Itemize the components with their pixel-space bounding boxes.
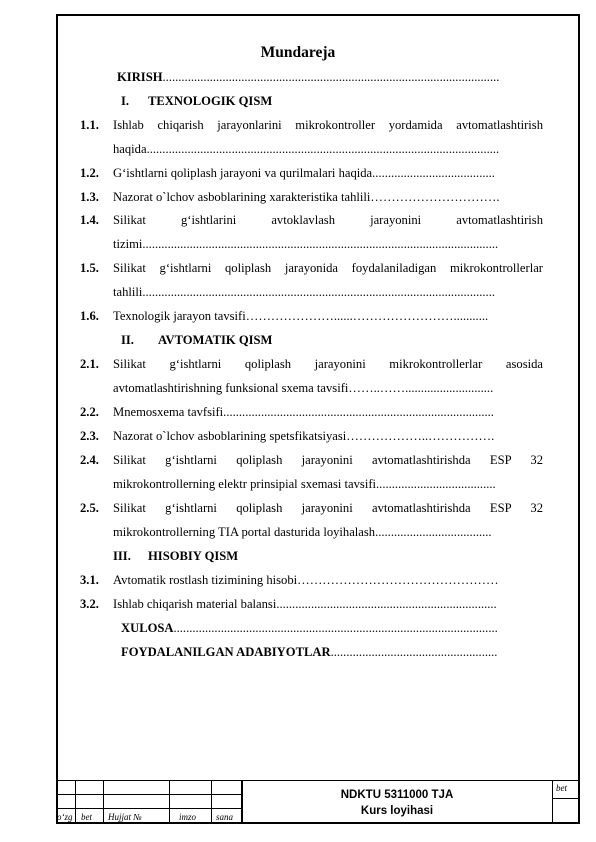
doc-type: Kurs loyihasi (360, 805, 434, 817)
toc-dots: ..................................................... (330, 645, 498, 659)
toc-entry-text[interactable]: Ishlab chiqarish material balansi...................................................................... (113, 597, 497, 611)
stamp-label-hujjat: Hujjat № (108, 812, 142, 822)
toc-number: 2.4. (80, 453, 99, 467)
stamp-cell (76, 795, 104, 809)
toc-entry-text-cont[interactable]: tizimi................................................................................................................. (113, 237, 499, 251)
toc-number: 1.4. (80, 213, 99, 227)
section-heading[interactable]: HISOBIY QISM (148, 549, 239, 563)
stamp-label-bet: bet (81, 812, 92, 822)
stamp-cell (104, 795, 170, 809)
toc-entry-text[interactable]: Nazorat o`lchov asboblarining spetsfikatsiyasi………………..……………. (113, 429, 495, 443)
toc-entry-kirish[interactable] (117, 70, 543, 85)
section-number: I. (121, 94, 130, 108)
toc-entry-text[interactable]: Silikat g‘ishtlarini avtoklavlash jarayonini avtomatlashtirish (113, 213, 543, 227)
section-heading[interactable]: AVTOMATIK QISM (158, 333, 273, 347)
toc-entry-text[interactable]: Avtomatik rostlash tizimining hisobi………………………………………… (113, 573, 499, 587)
toc-entry-text[interactable]: G‘ishtlarni qoliplash jarayoni va qurilmalari haqida....................................... (113, 166, 495, 180)
stamp-label-sana: sana (216, 812, 234, 822)
stamp-cell (56, 780, 76, 795)
toc-entry-text-cont[interactable]: mikrokontrollerning TIA portal dasturida loyihalash..................................... (113, 525, 492, 539)
stamp-divider (242, 780, 243, 824)
toc-entry-label: KIRISH (117, 70, 163, 84)
toc-entry-text-cont[interactable]: haqida................................................................................................................ (113, 142, 500, 156)
stamp-page-label: bet (556, 783, 567, 793)
stamp-cell (170, 795, 212, 809)
toc-entry-label: FOYDALANILGAN ADABIYOTLAR (121, 645, 331, 659)
stamp-cell (56, 795, 76, 809)
toc-entry-label: XULOSA (121, 621, 174, 635)
toc-entry-text[interactable]: Texnologik jarayon tavsifi…………………......……………………........... (113, 309, 489, 323)
stamp-cell (76, 780, 104, 795)
toc-number: 1.3. (80, 190, 99, 204)
toc-entry-text[interactable]: Silikat g‘ishtlarni qoliplash jarayonini avtomatlashtirishda ESP 32 (113, 501, 543, 515)
toc-number: 1.2. (80, 166, 99, 180)
toc-entry-text-cont[interactable]: tahlili................................................................................................................ (113, 285, 496, 299)
toc-dots: ........................................................................................................... (162, 70, 500, 84)
toc-number: 2.1. (80, 357, 99, 371)
toc-entry-text[interactable]: Silikat g‘ishtlarni qoliplash jarayonini avtomatlashtirishda ESP 32 (113, 453, 543, 467)
toc-dots: ....................................................................................................... (173, 621, 498, 635)
stamp-label-ozg: o‘zg (57, 812, 73, 822)
stamp-cell (212, 780, 242, 795)
section-number: II. (121, 333, 134, 347)
toc-number: 1.1. (80, 118, 99, 132)
toc-entry-text[interactable]: Silikat g‘ishtlarni qoliplash jarayonini mikrokontrollerlar asosida (113, 357, 543, 371)
toc-entry-text[interactable]: Silikat g‘ishtlarni qoliplash jarayonida foydalaniladigan mikrokontrollerlar (113, 261, 543, 275)
stamp-divider (552, 780, 553, 824)
stamp-cell (212, 795, 242, 809)
toc-entry-text-cont[interactable]: avtomatlashtirishning funksional sxema tavsifi……..……............................ (113, 381, 494, 395)
toc-number: 1.6. (80, 309, 99, 323)
stamp-label-imzo: imzo (179, 812, 197, 822)
toc-entry-references[interactable] (121, 645, 545, 660)
stamp-cell (104, 780, 170, 795)
toc-number: 2.2. (80, 405, 99, 419)
toc-number: 2.3. (80, 429, 99, 443)
stamp-cell (170, 780, 212, 795)
toc-number: 3.2. (80, 597, 99, 611)
title-block-stamp (56, 780, 580, 824)
toc-number: 2.5. (80, 501, 99, 515)
doc-code: NDKTU 5311000 TJA (340, 789, 454, 801)
section-number: III. (113, 549, 131, 563)
page-title: Mundareja (260, 44, 336, 61)
stamp-divider (552, 798, 580, 799)
toc-number: 1.5. (80, 261, 99, 275)
toc-entry-text[interactable]: Ishlab chiqarish jarayonlarini mikrokontroller yordamida avtomatlashtirish (113, 118, 543, 132)
toc-entry-text[interactable]: Nazorat o`lchov asboblarining xarakteristika tahlili…………………………. (113, 190, 500, 204)
section-heading[interactable]: TEXNOLOGIK QISM (148, 94, 273, 108)
toc-entry-text-cont[interactable]: mikrokontrollerning elektr prinsipial sxemasi tavsifi...................................... (113, 477, 496, 491)
toc-entry-xulosa[interactable] (121, 621, 545, 636)
toc-entry-text[interactable]: Mnemosxema tavfsifi...................................................................................... (113, 405, 494, 419)
toc-number: 3.1. (80, 573, 99, 587)
